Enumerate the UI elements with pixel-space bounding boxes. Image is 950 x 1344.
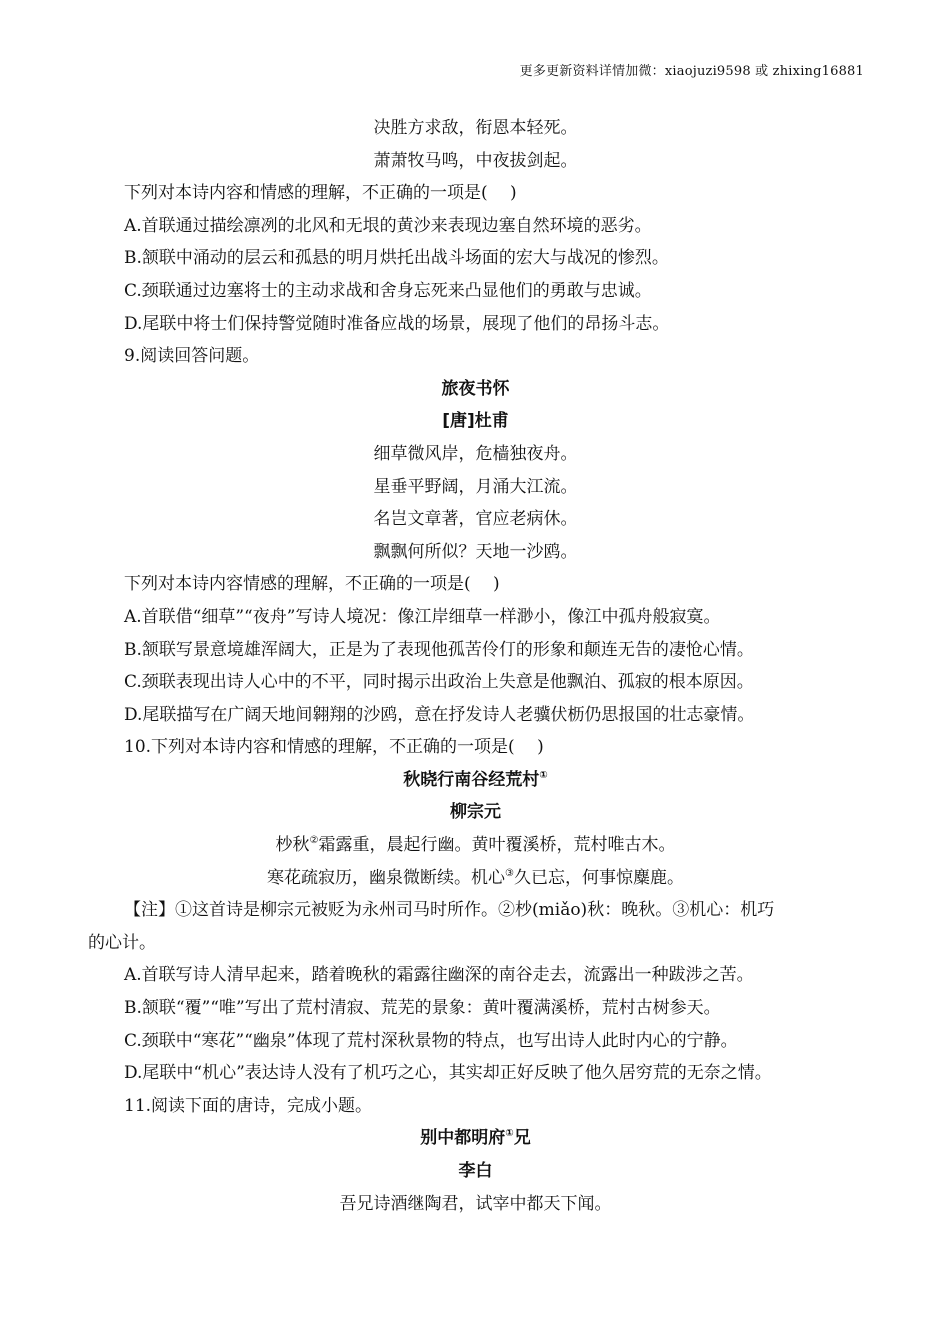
poem-title-text: 别中都明府 — [420, 1128, 506, 1149]
option-a: A.首联写诗人清早起来，踏着晚秋的霜露往幽深的南谷走去，流露出一种跋涉之苦。 — [124, 965, 754, 986]
question-prompt: 10.下列对本诗内容和情感的理解，不正确的一项是( ) — [124, 737, 544, 758]
poem-line: 萧萧牧马鸣，中夜拔剑起。 — [373, 150, 578, 171]
poem-text: 寒花疏寂历，幽泉微断续。机心 — [267, 867, 506, 888]
footnote-marker: ③ — [505, 867, 514, 879]
poem-title: 旅夜书怀 — [441, 378, 510, 399]
poem-title — [88, 1122, 863, 1155]
poem-author: 李白 — [458, 1161, 493, 1181]
footnote-marker: ① — [505, 1128, 514, 1140]
option-b: B.颔联写景意境雄浑阔大，正是为了表现他孤苦伶仃的形象和颠连无告的凄怆心情。 — [124, 639, 754, 660]
poem-title-text: 秋晓行南谷经荒村 — [403, 769, 540, 790]
option-c: C.颈联表现出诗人心中的不平，同时揭示出政治上失意是他飘泊、孤寂的根本原因。 — [124, 672, 754, 693]
poem-title — [88, 764, 863, 797]
option-a: A.首联通过描绘凛冽的北风和无垠的黄沙来表现边塞自然环境的恶劣。 — [124, 215, 652, 236]
poem-line: 名岂文章著，官应老病休。 — [373, 509, 578, 530]
footnote-marker: ① — [539, 769, 548, 781]
poem-line: 决胜方求敌，衔恩本轻死。 — [373, 118, 578, 138]
option-a: A.首联借“细草”“夜舟”写诗人境况：像江岸细草一样渺小，像江中孤舟般寂寞。 — [124, 606, 721, 627]
question-stem: 下列对本诗内容情感的理解，不正确的一项是( ) — [124, 574, 500, 595]
option-d: D.尾联描写在广阔天地间翱翔的沙鸥，意在抒发诗人老骥伏枥仍思报国的壮志豪情。 — [124, 704, 755, 725]
annotation-note: 【注】①这首诗是柳宗元被贬为永州司马时所作。②杪(miǎo)秋：晚秋。③机心：机巧 — [124, 900, 775, 921]
question-prompt: 11.阅读下面的唐诗，完成小题。 — [124, 1095, 373, 1116]
poem-line: 吾兄诗酒继陶君，试宰中都天下闻。 — [339, 1193, 612, 1214]
question-prompt: 9.阅读回答问题。 — [124, 346, 260, 367]
option-b: B.颔联“覆”“唯”写出了荒村清寂、荒芜的景象：黄叶覆满溪桥，荒村古树参天。 — [124, 998, 721, 1019]
poem-text: 久已忘，何事惊麋鹿。 — [513, 867, 684, 888]
poem-title-text: 兄 — [513, 1128, 531, 1149]
footnote-marker: ② — [309, 835, 319, 847]
option-d: D.尾联中“机心”表达诗人没有了机巧之心，其实却正好反映了他久居穷荒的无奈之情。 — [124, 1063, 772, 1084]
option-d: D.尾联中将士们保持警觉随时准备应战的场景，展现了他们的昂扬斗志。 — [124, 313, 670, 334]
document-body — [88, 112, 863, 1220]
poem-text: 杪秋 — [275, 835, 310, 856]
poem-text: 霜露重，晨起行幽。黄叶覆溪桥，荒村唯古木。 — [318, 835, 676, 856]
question-stem: 下列对本诗内容和情感的理解，不正确的一项是( ) — [124, 183, 517, 204]
header-note: 更多更新资料详情加微：xiaojuzi9598 或 zhixing16881 — [519, 64, 864, 79]
poem-line: 飘飘何所似？天地一沙鸥。 — [373, 541, 578, 562]
option-b: B.颔联中涌动的层云和孤悬的明月烘托出战斗场面的宏大与战况的惨烈。 — [124, 248, 669, 269]
poem-author: 柳宗元 — [450, 802, 501, 823]
poem-line: 细草微风岸，危樯独夜舟。 — [373, 443, 578, 464]
poem-line — [88, 862, 863, 895]
option-c: C.颈联通过边塞将士的主动求战和舍身忘死来凸显他们的勇敢与忠诚。 — [124, 280, 652, 301]
poem-line — [88, 829, 863, 862]
poem-author: [唐]杜甫 — [442, 411, 509, 432]
annotation-note-continued: 的心计。 — [88, 932, 156, 953]
option-c: C.颈联中“寒花”“幽泉”体现了荒村深秋景物的特点，也写出诗人此时内心的宁静。 — [124, 1030, 738, 1051]
poem-line: 星垂平野阔，月涌大江流。 — [373, 476, 578, 497]
